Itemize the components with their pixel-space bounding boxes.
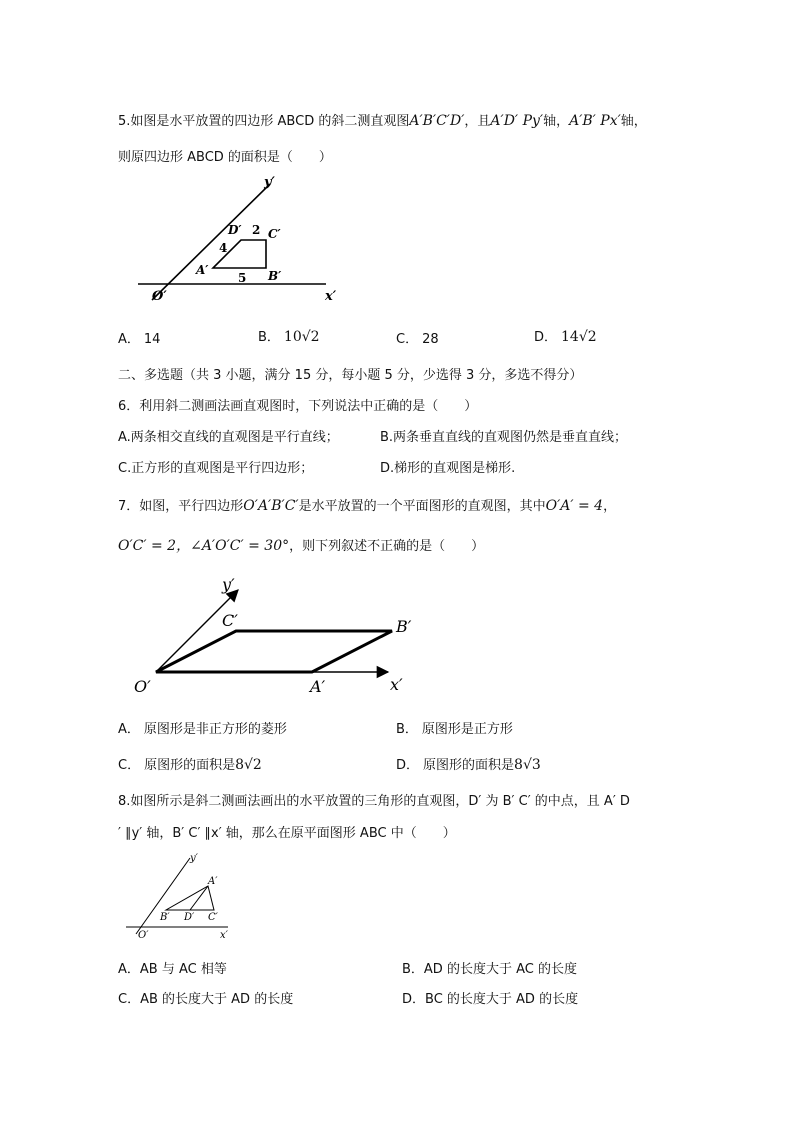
q7-label-b: B′: [396, 617, 412, 636]
q8-option-b[interactable]: B．AD 的长度大于 AC 的长度: [402, 962, 577, 977]
q6-option-b[interactable]: B.两条垂直直线的直观图仍然是垂直直线；: [380, 430, 628, 445]
q7-figure: [130, 572, 430, 702]
q8-triangle: [166, 886, 214, 910]
q5-option-c[interactable]: C． 28: [396, 332, 439, 347]
q8-label-x: x′: [220, 930, 228, 941]
q5-stem-line2: 则原四边形 ABCD 的面积是（ ）: [118, 150, 332, 165]
q8-option-c[interactable]: C．AB 的长度大于 AD 的长度: [118, 992, 294, 1007]
q7-option-a[interactable]: A． 原图形是非正方形的菱形: [118, 722, 287, 737]
q5-math-ad: A′D′ Py′: [490, 113, 544, 129]
q5-label-x: x′: [325, 289, 337, 304]
q8-label-o: O′: [138, 930, 149, 941]
q5-label-b: B′: [268, 269, 282, 283]
q8-stem-line2: ′ ∥y′ 轴，B′ C′ ∥x′ 轴，那么在原平面图形 ABC 中（ ）: [118, 826, 456, 841]
q8-label-y: y′: [190, 853, 198, 864]
q6-option-c[interactable]: C.正方形的直观图是平行四边形；: [118, 461, 314, 476]
q7-option-b[interactable]: B． 原图形是正方形: [396, 722, 513, 737]
q5-label-d: D′: [228, 223, 242, 237]
q6-stem: 6．利用斜二测画法画直观图时，下列说法中正确的是（ ）: [118, 399, 478, 414]
q7-label-o: O′: [134, 677, 151, 696]
q7-y-axis: [156, 590, 238, 672]
q5-y-axis: [152, 184, 270, 300]
q5-option-a[interactable]: A． 14: [118, 332, 161, 347]
q7-stem-line2: O′C′ = 2，∠A′O′C′ = 30°，则下列叙述不正确的是（ ）: [118, 538, 485, 554]
q8-option-a[interactable]: A．AB 与 AC 相等: [118, 962, 227, 977]
q6-option-a[interactable]: A.两条相交直线的直观图是平行直线；: [118, 430, 339, 445]
q5-option-d[interactable]: D． 14√2: [534, 329, 597, 345]
q7-option-c[interactable]: C． 原图形的面积是8√2: [118, 757, 262, 773]
q8-option-d[interactable]: D．BC 的长度大于 AD 的长度: [402, 992, 579, 1007]
q5-label-c: C′: [268, 227, 281, 241]
q7-label-x: x′: [390, 675, 403, 694]
q5-label-a: A′: [196, 263, 209, 277]
q7-math-oa: O′A′ = 4: [545, 498, 604, 514]
q5-len-bottom: 5: [238, 271, 247, 285]
q8-median: [190, 886, 208, 910]
q8-label-b: B′: [160, 912, 170, 923]
q5-math-abcd: A′B′C′D′: [409, 113, 465, 129]
q5-stem-line1: 5.如图是水平放置的四边形 ABCD 的斜二测直观图A′B′C′D′，且A′D′ Py′轴，A′B′ Px′轴，: [118, 113, 647, 129]
q7-math-oabc: O′A′B′C′: [243, 498, 299, 514]
q6-option-d[interactable]: D.梯形的直观图是梯形.: [380, 461, 516, 476]
q7-label-a: A′: [310, 677, 326, 696]
q8-stem-line1: 8.如图所示是斜二测画法画出的水平放置的三角形的直观图，D′ 为 B′ C′ 的中点，且 A′ D: [118, 794, 630, 809]
q8-figure: [124, 852, 244, 942]
q5-figure: [130, 170, 360, 310]
section-heading: 二、多选题（共 3 小题，满分 15 分，每小题 5 分，少选得 3 分，多选不得分）: [118, 368, 583, 383]
q5-label-o: O′: [152, 289, 167, 304]
q7-label-y: y′: [222, 575, 235, 594]
q8-label-a: A′: [208, 876, 218, 887]
q7-stem-line1: 7．如图，平行四边形O′A′B′C′是水平放置的一个平面图形的直观图，其中O′A′ = 4，: [118, 498, 617, 514]
q5-option-b[interactable]: B． 10√2: [258, 329, 320, 345]
q7-label-c: C′: [222, 611, 238, 630]
q5-len-top: 2: [252, 223, 261, 237]
q7-math-oc-angle: O′C′ = 2，∠A′O′C′ = 30°: [118, 538, 290, 554]
q5-math-ab: A′B′ Px′: [569, 113, 621, 129]
q8-label-c: C′: [208, 912, 218, 923]
q5-len-left: 4: [219, 241, 228, 255]
q8-label-d: D′: [184, 912, 195, 923]
q5-label-y: y′: [264, 175, 275, 190]
q7-option-d[interactable]: D． 原图形的面积是8√3: [396, 757, 541, 773]
